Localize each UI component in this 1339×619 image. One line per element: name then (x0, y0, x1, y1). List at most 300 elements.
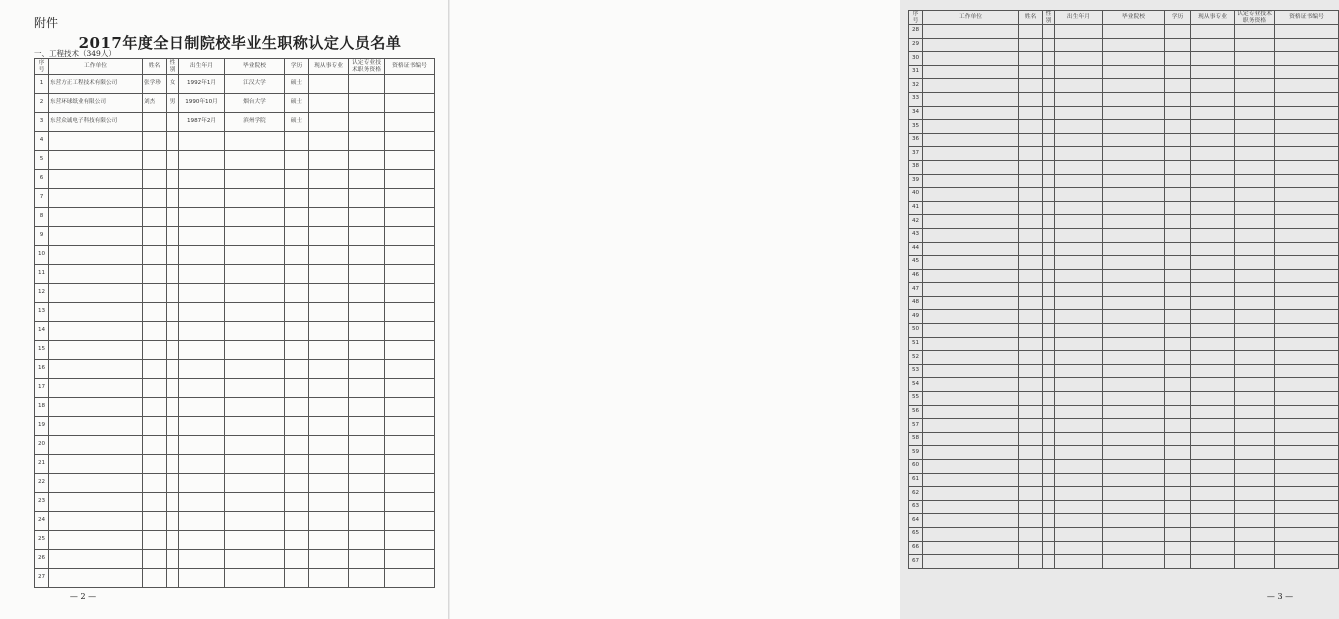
table-cell-name (143, 151, 167, 170)
table-row (35, 284, 435, 303)
table-cell-sex (167, 512, 179, 531)
table-cell-birth (1055, 473, 1103, 487)
table-cell-birth (179, 132, 225, 151)
table-cell-edu (285, 208, 309, 227)
table-cell-major (1191, 160, 1235, 174)
right-page (450, 0, 1324, 619)
table-cell-cert (1275, 527, 1339, 541)
table-cell-no: 28 (909, 25, 923, 39)
table-cell-name (143, 189, 167, 208)
table-cell-edu (285, 569, 309, 588)
table-cell-school (1103, 487, 1165, 501)
table-cell-cert (1275, 215, 1339, 229)
table-cell-unit (923, 283, 1019, 297)
table-cell-title (349, 208, 385, 227)
table-cell-cert (1275, 405, 1339, 419)
table-cell-title (1235, 256, 1275, 270)
table-cell-unit (49, 569, 143, 588)
table-cell-title (349, 512, 385, 531)
table-cell-name (1019, 460, 1043, 474)
table-cell-sex (1043, 541, 1055, 555)
table-cell-no: 30 (909, 52, 923, 66)
col-header: 姓名 (143, 59, 167, 75)
table-cell-cert (1275, 25, 1339, 39)
table-cell-school (1103, 147, 1165, 161)
table-cell-unit (923, 296, 1019, 310)
table-cell-unit (49, 284, 143, 303)
table-cell-school (225, 189, 285, 208)
table-cell-unit (49, 151, 143, 170)
table-row (35, 189, 435, 208)
table-cell-birth (179, 455, 225, 474)
table-cell-birth (179, 303, 225, 322)
table-cell-sex (167, 379, 179, 398)
table-row (909, 201, 1339, 215)
col-header: 认定专业技术职务资格 (349, 59, 385, 75)
table-cell-edu (285, 417, 309, 436)
table-cell-birth (1055, 120, 1103, 134)
table-cell-name (1019, 378, 1043, 392)
table-cell-name (143, 341, 167, 360)
table-cell-name (1019, 188, 1043, 202)
table-row (35, 360, 435, 379)
table-cell-title (1235, 364, 1275, 378)
table-cell-title (1235, 92, 1275, 106)
table-cell-birth (1055, 38, 1103, 52)
table-cell-school (1103, 364, 1165, 378)
table-cell-name (1019, 160, 1043, 174)
table-cell-school (1103, 500, 1165, 514)
table-row (909, 242, 1339, 256)
table-cell-no: 64 (909, 514, 923, 528)
table-cell-title (1235, 160, 1275, 174)
table-row (35, 550, 435, 569)
table-cell-unit (923, 147, 1019, 161)
table-cell-no: 7 (35, 189, 49, 208)
table-row (35, 569, 435, 588)
table-cell-title (1235, 351, 1275, 365)
table-cell-edu (1165, 364, 1191, 378)
table-row (35, 417, 435, 436)
table-cell-name (143, 322, 167, 341)
table-cell-school (225, 227, 285, 246)
table-cell-major (1191, 310, 1235, 324)
table-cell-title (1235, 473, 1275, 487)
table-cell-no: 46 (909, 269, 923, 283)
table-cell-school (1103, 201, 1165, 215)
table-cell-sex (1043, 174, 1055, 188)
table-body-left (35, 75, 435, 588)
table-cell-cert (1275, 201, 1339, 215)
table-cell-edu (1165, 269, 1191, 283)
table-cell-name (143, 455, 167, 474)
table-cell-edu (285, 398, 309, 417)
table-cell-major (1191, 201, 1235, 215)
table-cell-edu (1165, 460, 1191, 474)
table-cell-edu (285, 284, 309, 303)
table-cell-unit (49, 132, 143, 151)
table-cell-school (1103, 106, 1165, 120)
table-cell-sex (167, 436, 179, 455)
table-cell-cert (385, 208, 435, 227)
table-cell-school (1103, 296, 1165, 310)
table-cell-no: 26 (35, 550, 49, 569)
table-cell-sex (1043, 392, 1055, 406)
table-cell-birth (1055, 487, 1103, 501)
table-cell-title (1235, 446, 1275, 460)
table-cell-major (309, 322, 349, 341)
col-header: 姓名 (1019, 11, 1043, 25)
table-cell-unit (923, 188, 1019, 202)
table-cell-unit (923, 201, 1019, 215)
table-cell-name (1019, 364, 1043, 378)
table-cell-birth (1055, 283, 1103, 297)
table-cell-unit (923, 364, 1019, 378)
table-cell-title (1235, 242, 1275, 256)
table-cell-major (309, 569, 349, 588)
table-cell-birth: 1987年2月 (179, 113, 225, 132)
table-row (909, 188, 1339, 202)
table-cell-name (1019, 269, 1043, 283)
table-cell-unit (49, 227, 143, 246)
table-cell-title (1235, 460, 1275, 474)
table-cell-edu (1165, 527, 1191, 541)
table-cell-birth (1055, 174, 1103, 188)
table-cell-title (1235, 120, 1275, 134)
table-cell-unit (49, 303, 143, 322)
table-cell-no: 59 (909, 446, 923, 460)
table-cell-sex (1043, 514, 1055, 528)
table-cell-cert (1275, 106, 1339, 120)
table-cell-unit (49, 189, 143, 208)
table-row (909, 555, 1339, 569)
table-row (35, 132, 435, 151)
table-row (35, 455, 435, 474)
table-cell-school (225, 341, 285, 360)
table-cell-major (1191, 256, 1235, 270)
table-cell-birth (179, 398, 225, 417)
table-cell-birth (1055, 242, 1103, 256)
table-cell-birth (179, 379, 225, 398)
table-cell-no: 6 (35, 170, 49, 189)
table-cell-cert (1275, 228, 1339, 242)
table-cell-no: 40 (909, 188, 923, 202)
table-row (35, 493, 435, 512)
table-cell-unit (49, 474, 143, 493)
table-cell-birth (1055, 405, 1103, 419)
table-row (909, 392, 1339, 406)
table-cell-sex (1043, 337, 1055, 351)
table-cell-major (309, 113, 349, 132)
col-header: 学历 (285, 59, 309, 75)
table-header-row (35, 59, 435, 75)
table-cell-sex (167, 132, 179, 151)
table-cell-sex (1043, 500, 1055, 514)
table-cell-title (349, 94, 385, 113)
left-page (0, 0, 450, 619)
table-cell-edu (1165, 133, 1191, 147)
table-cell-school (1103, 269, 1165, 283)
table-cell-birth (179, 550, 225, 569)
table-cell-cert (1275, 446, 1339, 460)
table-cell-title (1235, 228, 1275, 242)
table-cell-sex (167, 531, 179, 550)
table-row (35, 151, 435, 170)
table-row (909, 324, 1339, 338)
table-cell-name (1019, 310, 1043, 324)
table-cell-edu (285, 303, 309, 322)
table-cell-cert (385, 94, 435, 113)
table-cell-cert (1275, 460, 1339, 474)
table-cell-title (349, 474, 385, 493)
table-cell-edu (1165, 500, 1191, 514)
table-cell-edu (285, 531, 309, 550)
table-row (909, 147, 1339, 161)
table-cell-no: 51 (909, 337, 923, 351)
table-cell-sex: 男 (167, 94, 179, 113)
table-cell-sex (1043, 269, 1055, 283)
table-cell-edu (1165, 79, 1191, 93)
table-cell-no: 13 (35, 303, 49, 322)
table-cell-sex (167, 322, 179, 341)
table-cell-unit (923, 487, 1019, 501)
table-cell-no: 67 (909, 555, 923, 569)
table-body-right (909, 25, 1339, 569)
table-cell-birth (179, 531, 225, 550)
table-cell-sex (1043, 351, 1055, 365)
table-cell-name (1019, 79, 1043, 93)
table-cell-unit (923, 25, 1019, 39)
col-header: 毕业院校 (1103, 11, 1165, 25)
table-row (909, 487, 1339, 501)
table-cell-sex (167, 151, 179, 170)
table-cell-birth (1055, 228, 1103, 242)
table-cell-school (1103, 25, 1165, 39)
table-row (35, 474, 435, 493)
table-cell-name (1019, 419, 1043, 433)
table-cell-cert (1275, 555, 1339, 569)
table-cell-edu (1165, 473, 1191, 487)
table-cell-name: 张学珍 (143, 75, 167, 94)
table-cell-edu (285, 246, 309, 265)
table-cell-no: 45 (909, 256, 923, 270)
table-cell-edu (1165, 201, 1191, 215)
table-cell-sex (167, 189, 179, 208)
table-cell-major (1191, 147, 1235, 161)
table-cell-major (309, 398, 349, 417)
table-cell-unit (49, 170, 143, 189)
table-cell-title (349, 417, 385, 436)
table-cell-edu (1165, 446, 1191, 460)
table-cell-cert (385, 531, 435, 550)
table-cell-no: 10 (35, 246, 49, 265)
table-cell-birth (179, 284, 225, 303)
table-cell-cert (385, 151, 435, 170)
table-cell-major (1191, 378, 1235, 392)
table-cell-unit (49, 455, 143, 474)
table-cell-birth (179, 341, 225, 360)
table-cell-no: 22 (35, 474, 49, 493)
table-cell-sex (167, 398, 179, 417)
table-cell-unit (923, 92, 1019, 106)
table-cell-school (1103, 432, 1165, 446)
table-row (909, 432, 1339, 446)
table-row (35, 170, 435, 189)
table-row (909, 65, 1339, 79)
table-cell-major (309, 417, 349, 436)
table-row (909, 256, 1339, 270)
table-cell-birth (1055, 160, 1103, 174)
table-cell-cert (1275, 65, 1339, 79)
table-cell-school (225, 246, 285, 265)
table-cell-major (1191, 432, 1235, 446)
table-cell-title (1235, 337, 1275, 351)
table-cell-cert (385, 474, 435, 493)
table-row (909, 52, 1339, 66)
table-cell-title (1235, 541, 1275, 555)
table-cell-no: 60 (909, 460, 923, 474)
table-cell-cert (385, 379, 435, 398)
table-row (909, 541, 1339, 555)
table-row (909, 378, 1339, 392)
table-cell-school (225, 417, 285, 436)
table-cell-cert (1275, 500, 1339, 514)
table-cell-major (309, 474, 349, 493)
table-cell-sex (1043, 201, 1055, 215)
table-cell-edu (1165, 392, 1191, 406)
table-cell-name (143, 512, 167, 531)
table-cell-sex (167, 360, 179, 379)
col-header: 资格证书编号 (385, 59, 435, 75)
table-cell-cert (385, 246, 435, 265)
table-cell-sex (1043, 160, 1055, 174)
table-cell-edu (1165, 25, 1191, 39)
table-cell-no: 55 (909, 392, 923, 406)
table-cell-school (1103, 52, 1165, 66)
table-cell-no: 38 (909, 160, 923, 174)
table-cell-birth (1055, 351, 1103, 365)
table-cell-major (309, 341, 349, 360)
table-cell-major (1191, 283, 1235, 297)
table-cell-school (1103, 228, 1165, 242)
table-cell-title (349, 75, 385, 94)
table-row (35, 75, 435, 94)
table-cell-unit (923, 52, 1019, 66)
table-cell-unit (923, 500, 1019, 514)
table-cell-name (1019, 242, 1043, 256)
table-cell-title (1235, 419, 1275, 433)
table-cell-no: 63 (909, 500, 923, 514)
table-cell-edu (1165, 188, 1191, 202)
table-cell-sex (167, 474, 179, 493)
table-cell-cert (1275, 256, 1339, 270)
table-cell-no: 52 (909, 351, 923, 365)
table-cell-major (1191, 296, 1235, 310)
table-cell-sex (1043, 52, 1055, 66)
table-cell-edu (1165, 378, 1191, 392)
table-cell-title (1235, 269, 1275, 283)
table-cell-no: 25 (35, 531, 49, 550)
table-cell-birth (1055, 65, 1103, 79)
table-row (909, 215, 1339, 229)
table-cell-edu (1165, 555, 1191, 569)
table-cell-birth (1055, 514, 1103, 528)
table-cell-name: 刘杰 (143, 94, 167, 113)
table-cell-birth (179, 474, 225, 493)
table-cell-cert (385, 398, 435, 417)
table-cell-major (1191, 120, 1235, 134)
section-label: 一、工程技术（349人） (34, 49, 116, 58)
table-cell-major (1191, 92, 1235, 106)
table-cell-cert (385, 303, 435, 322)
table-cell-birth (1055, 500, 1103, 514)
table-cell-title (1235, 215, 1275, 229)
table-cell-name (143, 284, 167, 303)
table-cell-unit (49, 512, 143, 531)
table-row (35, 227, 435, 246)
table-cell-birth (179, 436, 225, 455)
table-cell-edu (285, 493, 309, 512)
table-cell-cert (1275, 133, 1339, 147)
col-header: 性别 (167, 59, 179, 75)
table-cell-name (143, 569, 167, 588)
table-cell-major (1191, 555, 1235, 569)
table-cell-no: 8 (35, 208, 49, 227)
table-cell-unit (923, 310, 1019, 324)
table-cell-school: 烟台大学 (225, 94, 285, 113)
table-row (35, 113, 435, 132)
table-cell-unit (49, 322, 143, 341)
table-cell-edu (1165, 310, 1191, 324)
table-cell-major (1191, 133, 1235, 147)
table-cell-birth (1055, 201, 1103, 215)
table-cell-title (1235, 555, 1275, 569)
table-cell-unit (923, 432, 1019, 446)
table-cell-no: 14 (35, 322, 49, 341)
table-cell-no: 65 (909, 527, 923, 541)
table-cell-name (143, 265, 167, 284)
table-cell-unit (923, 460, 1019, 474)
table-cell-birth (1055, 215, 1103, 229)
table-cell-major (1191, 79, 1235, 93)
table-cell-title (1235, 106, 1275, 120)
table-cell-cert (385, 512, 435, 531)
table-cell-major (1191, 242, 1235, 256)
table-cell-title (1235, 25, 1275, 39)
table-cell-school (225, 322, 285, 341)
table-cell-cert (1275, 296, 1339, 310)
table-cell-major (1191, 392, 1235, 406)
table-cell-name (143, 360, 167, 379)
table-cell-major (309, 227, 349, 246)
table-cell-school (1103, 337, 1165, 351)
table-cell-no: 34 (909, 106, 923, 120)
table-cell-edu: 硕士 (285, 94, 309, 113)
table-cell-name (143, 246, 167, 265)
table-cell-title (1235, 52, 1275, 66)
table-cell-edu (285, 265, 309, 284)
table-cell-sex (167, 284, 179, 303)
table-cell-no: 35 (909, 120, 923, 134)
table-cell-unit (923, 160, 1019, 174)
table-cell-sex (1043, 473, 1055, 487)
table-cell-major (309, 170, 349, 189)
table-cell-unit (923, 79, 1019, 93)
table-cell-school (1103, 555, 1165, 569)
table-cell-school (1103, 174, 1165, 188)
table-cell-name (143, 170, 167, 189)
table-cell-school (225, 493, 285, 512)
